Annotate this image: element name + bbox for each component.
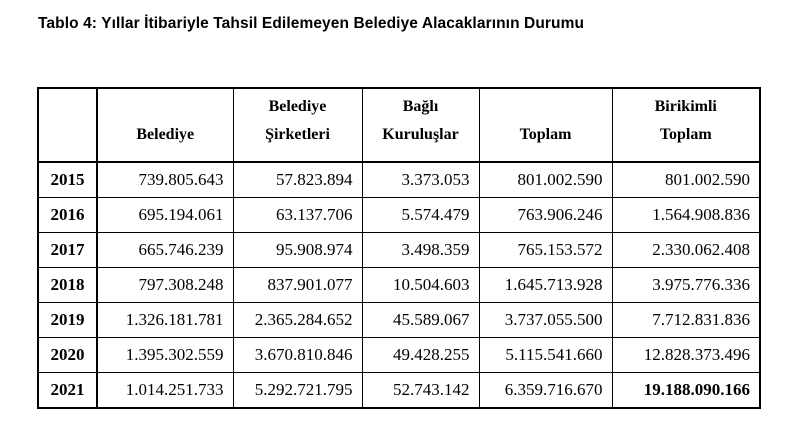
cell-belediye-sirketleri: 3.670.810.846 [233, 338, 362, 373]
cell-toplam: 765.153.572 [479, 233, 612, 268]
cell-belediye-sirketleri: 5.292.721.795 [233, 373, 362, 409]
cell-bagli-kuruluslar: 52.743.142 [362, 373, 479, 409]
cell-birikimli-toplam: 12.828.373.496 [612, 338, 760, 373]
cell-belediye: 695.194.061 [97, 198, 233, 233]
cell-bagli-kuruluslar: 3.498.359 [362, 233, 479, 268]
row-year: 2018 [38, 268, 97, 303]
header-year [38, 88, 97, 162]
header-toplam: Toplam [479, 88, 612, 162]
cell-toplam: 5.115.541.660 [479, 338, 612, 373]
cell-belediye: 739.805.643 [97, 162, 233, 198]
table-row [38, 373, 760, 409]
cell-bagli-kuruluslar: 10.504.603 [362, 268, 479, 303]
cell-toplam: 6.359.716.670 [479, 373, 612, 409]
table-row [38, 198, 760, 233]
row-year: 2020 [38, 338, 97, 373]
cell-belediye-sirketleri: 95.908.974 [233, 233, 362, 268]
cell-birikimli-toplam: 2.330.062.408 [612, 233, 760, 268]
header-birikimli-toplam: Birikimli Toplam [612, 88, 760, 162]
cell-toplam: 801.002.590 [479, 162, 612, 198]
cell-birikimli-toplam: 7.712.831.836 [612, 303, 760, 338]
cell-birikimli-toplam: 3.975.776.336 [612, 268, 760, 303]
cell-bagli-kuruluslar: 3.373.053 [362, 162, 479, 198]
cell-bagli-kuruluslar: 5.574.479 [362, 198, 479, 233]
table-row [38, 162, 760, 198]
cell-belediye: 1.395.302.559 [97, 338, 233, 373]
cell-birikimli-toplam: 801.002.590 [612, 162, 760, 198]
table-title: Tablo 4: Yıllar İtibariyle Tahsil Edilemeyen Belediye Alacaklarının Durumu [38, 15, 585, 32]
row-year: 2015 [38, 162, 97, 198]
table-row [38, 268, 760, 303]
cell-belediye: 1.326.181.781 [97, 303, 233, 338]
table-row [38, 338, 760, 373]
row-year: 2019 [38, 303, 97, 338]
cell-birikimli-toplam: 19.188.090.166 [612, 373, 760, 409]
table-row [38, 233, 760, 268]
cell-toplam: 1.645.713.928 [479, 268, 612, 303]
receivables-table [37, 87, 761, 409]
header-belediye-sirketleri: Belediye Şirketleri [233, 88, 362, 162]
cell-belediye: 1.014.251.733 [97, 373, 233, 409]
cell-belediye-sirketleri: 837.901.077 [233, 268, 362, 303]
cell-belediye-sirketleri: 2.365.284.652 [233, 303, 362, 338]
cell-bagli-kuruluslar: 49.428.255 [362, 338, 479, 373]
header-row [38, 88, 760, 162]
cell-toplam: 3.737.055.500 [479, 303, 612, 338]
header-bagli-kuruluslar: Bağlı Kuruluşlar [362, 88, 479, 162]
row-year: 2016 [38, 198, 97, 233]
row-year: 2017 [38, 233, 97, 268]
cell-belediye-sirketleri: 57.823.894 [233, 162, 362, 198]
cell-belediye: 665.746.239 [97, 233, 233, 268]
table-row [38, 303, 760, 338]
header-belediye: Belediye [97, 88, 233, 162]
cell-bagli-kuruluslar: 45.589.067 [362, 303, 479, 338]
row-year: 2021 [38, 373, 97, 409]
cell-toplam: 763.906.246 [479, 198, 612, 233]
cell-belediye-sirketleri: 63.137.706 [233, 198, 362, 233]
cell-belediye: 797.308.248 [97, 268, 233, 303]
cell-birikimli-toplam: 1.564.908.836 [612, 198, 760, 233]
